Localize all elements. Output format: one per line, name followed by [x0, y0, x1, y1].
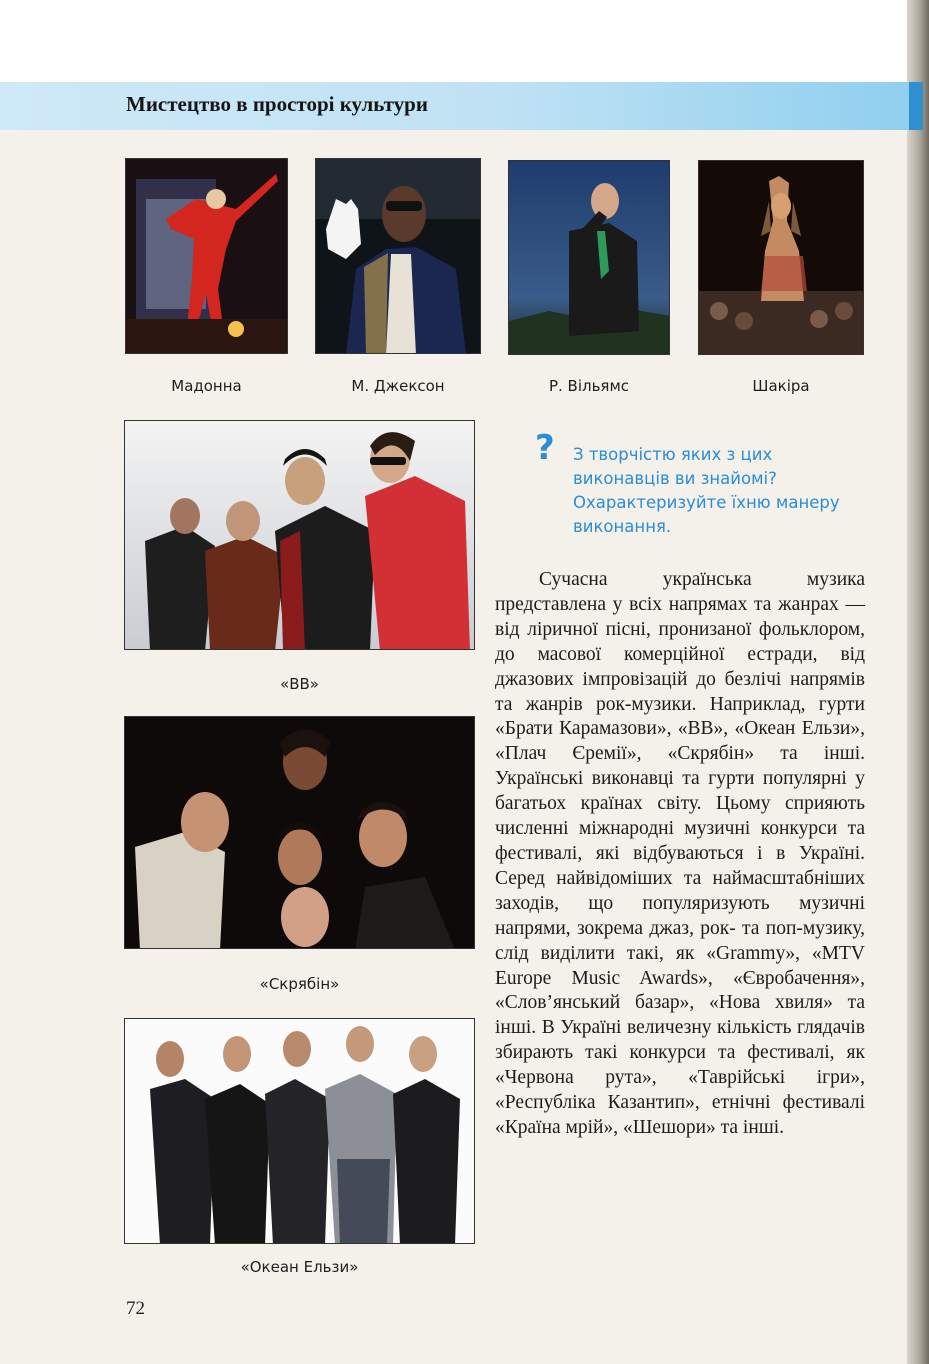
photo-skryabin [124, 716, 475, 949]
page-number: 72 [126, 1298, 145, 1319]
main-paragraph: Сучасна українська музика представлена у всіх напрямах та жанрах — від ліричної пісні, пронизаної фольклором, до масової комерційної естради, від джазових імпровізацій до безлічі напрямів та жанрів рок-музики. Наприклад, гурти «Брати Карамазови», «ВВ», «Океан Ельзи», «Плач Єремії», «Скрябін» та інші. Українські виконавці та гурти популярні у багатьох країнах світу. Цьому сприяють численні міжнародні музичні конкурси та фестивалі, які відбуваються і в Україні. Серед найвідоміших та наймасштабніших заходів, що популяризують музичні напрями, зокрема джаз, рок- та поп-музику, слід виділити такі, як «Grammy», «MTV Europe Music Awards», «Євробачення», «Слов’янський базар», «Нова хвиля» та інші. В Україні величезну кількість глядачів збирають такі конкурси та фестивалі, як «Червона рута», «Таврійські ігри», «Республіка Казантип», етнічні фестивалі «Країна мрій», «Шешори» та інші. [495, 569, 865, 1138]
photo-williams [508, 160, 670, 355]
question-mark-icon: ? [535, 428, 555, 468]
caption-jackson: М. Джексон [351, 377, 445, 395]
section-tab-marker [909, 82, 923, 130]
photo-madonna [125, 158, 288, 354]
main-text-block [495, 568, 865, 1141]
page-margin-top [0, 0, 929, 82]
photo-vv [124, 420, 475, 650]
section-title: Мистецтво в просторі культури [126, 92, 428, 116]
caption-vv: «ВВ» [280, 675, 319, 693]
photo-jackson [315, 158, 481, 354]
caption-madonna: Мадонна [171, 377, 242, 395]
photo-shakira [698, 160, 864, 355]
photo-okean-elzy [124, 1018, 475, 1244]
caption-skryabin: «Скрябін» [259, 975, 340, 993]
caption-shakira: Шакіра [752, 377, 810, 395]
caption-okean-elzy: «Океан Ельзи» [240, 1258, 359, 1276]
caption-williams: Р. Вільямс [548, 377, 630, 395]
section-header [0, 82, 915, 130]
book-spine-edge [907, 0, 929, 1364]
question-text: З творчістю яких з цих виконавців ви знайомі? Охарактеризуйте їхню манеру виконання. [573, 445, 840, 536]
